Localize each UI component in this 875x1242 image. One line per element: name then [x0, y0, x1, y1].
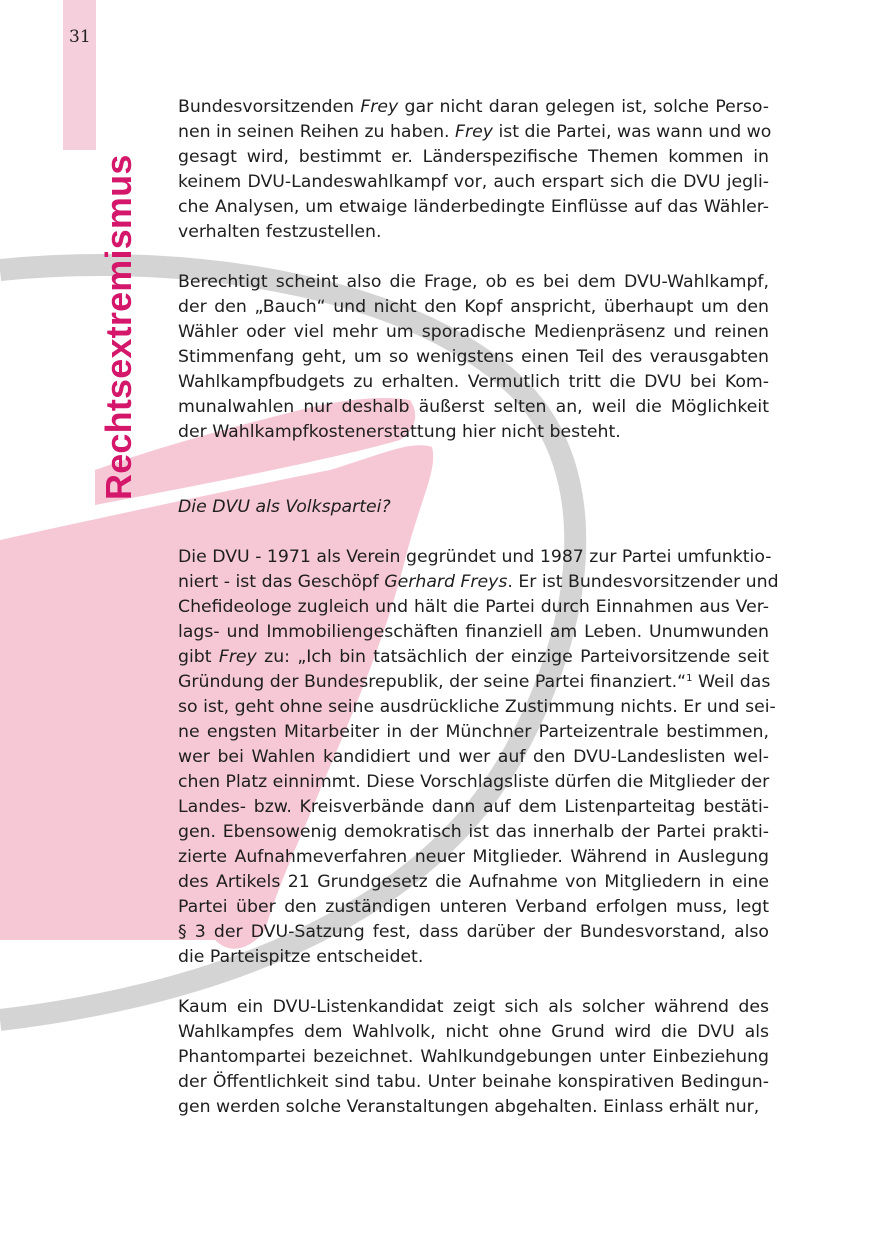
text-line: Wahlkampfes dem Wahlvolk, nicht ohne Grund wird die DVU als — [178, 1022, 769, 1042]
italic-text: Frey — [360, 97, 399, 117]
body-text — [178, 95, 779, 1120]
text-line: § 3 der DVU-Satzung fest, dass darüber der Bundesvorstand, also — [178, 922, 769, 942]
text-line: der Wahlkampfkostenerstattung hier nicht besteht. — [178, 422, 621, 442]
text-line: Bundesvorsitzenden Frey gar nicht daran gelegen ist, solche Perso- — [178, 97, 769, 117]
section-heading: Die DVU als Volkspartei? — [178, 497, 391, 517]
footnote-marker: 1 — [686, 673, 693, 684]
italic-text: Frey — [218, 647, 257, 667]
paragraph — [178, 95, 772, 245]
paragraph — [178, 270, 769, 445]
text-line: munalwahlen nur deshalb äußerst selten an, weil die Möglichkeit — [178, 397, 769, 417]
text-line: Chefideologe zugleich und hält die Partei durch Einnahmen aus Ver- — [178, 597, 769, 617]
text-line: gibt Frey zu: „Ich bin tatsächlich der einzige Parteivorsitzende seit — [178, 647, 769, 667]
text-line: chen Platz einnimmt. Diese Vorschlagsliste dürfen die Mitglieder der — [178, 772, 770, 792]
text-line: lags- und Immobiliengeschäften finanziell am Leben. Unumwunden — [178, 622, 769, 642]
text-line: so ist, geht ohne seine ausdrückliche Zustimmung nichts. Er und sei- — [178, 697, 776, 717]
text-line: die Parteispitze entscheidet. — [178, 947, 424, 967]
text-line: Phantompartei bezeichnet. Wahlkundgebungen unter Einbeziehung — [178, 1047, 769, 1067]
side-tab-bar — [63, 0, 96, 150]
text-line: Wahlkampfbudgets zu erhalten. Vermutlich tritt die DVU bei Kom- — [178, 372, 769, 392]
side-title: Rechtsextremismus — [98, 154, 139, 500]
text-line: der Öffentlichkeit sind tabu. Unter beinahe konspirativen Bedingun- — [178, 1072, 769, 1092]
text-line: ne engsten Mitarbeiter in der Münchner Parteizentrale bestimmen, — [178, 722, 769, 742]
text-line: Berechtigt scheint also die Frage, ob es bei dem DVU-Wahlkampf, — [178, 272, 769, 292]
text-line: gen. Ebensowenig demokratisch ist das innerhalb der Partei prakti- — [178, 822, 769, 842]
text-line: wer bei Wahlen kandidiert und wer auf den DVU-Landeslisten wel- — [178, 747, 769, 767]
text-line: Stimmenfang geht, um so wenigstens einen Teil des verausgabten — [178, 347, 769, 367]
text-line: che Analysen, um etwaige länderbedingte Einflüsse auf das Wähler- — [178, 197, 769, 217]
text-line: Kaum ein DVU-Listenkandidat zeigt sich als solcher während des — [178, 997, 769, 1017]
text-line: Partei über den zuständigen unteren Verband erfolgen muss, legt — [178, 897, 769, 917]
text-line: zierte Aufnahmeverfahren neuer Mitglieder. Während in Auslegung — [178, 847, 769, 867]
text-line: verhalten festzustellen. — [178, 222, 382, 242]
text-line: Wähler oder viel mehr um sporadische Medienpräsenz und reinen — [178, 322, 769, 342]
text-line: Gründung der Bundesrepublik, der seine Partei finanziert.“$^1$ Weil das — [178, 672, 771, 692]
paragraph — [178, 995, 769, 1120]
text-line: Die DVU - 1971 als Verein gegründet und 1987 zur Partei umfunktio- — [178, 547, 772, 567]
text-line: Landes- bzw. Kreisverbände dann auf dem Listenparteitag bestäti- — [178, 797, 769, 817]
text-line: gesagt wird, bestimmt er. Länderspezifische Themen kommen in — [178, 147, 769, 167]
paragraph — [178, 545, 779, 970]
text-line: keinem DVU-Landeswahlkampf vor, auch erspart sich die DVU jegli- — [178, 172, 769, 192]
text-line: nen in seinen Reihen zu haben. Frey ist die Partei, was wann und wo — [178, 122, 772, 142]
italic-text: Gerhard Freys — [384, 572, 508, 592]
text-line: niert - ist das Geschöpf Gerhard Freys. Er ist Bundesvorsitzender und — [178, 572, 779, 592]
text-line: des Artikels 21 Grundgesetz die Aufnahme von Mitgliedern in eine — [178, 872, 769, 892]
text-line: der den „Bauch“ und nicht den Kopf anspricht, überhaupt um den — [178, 297, 769, 317]
text-line: gen werden solche Veranstaltungen abgehalten. Einlass erhält nur, — [178, 1097, 760, 1117]
page-number: 31 — [69, 27, 91, 47]
italic-text: Frey — [455, 122, 493, 142]
